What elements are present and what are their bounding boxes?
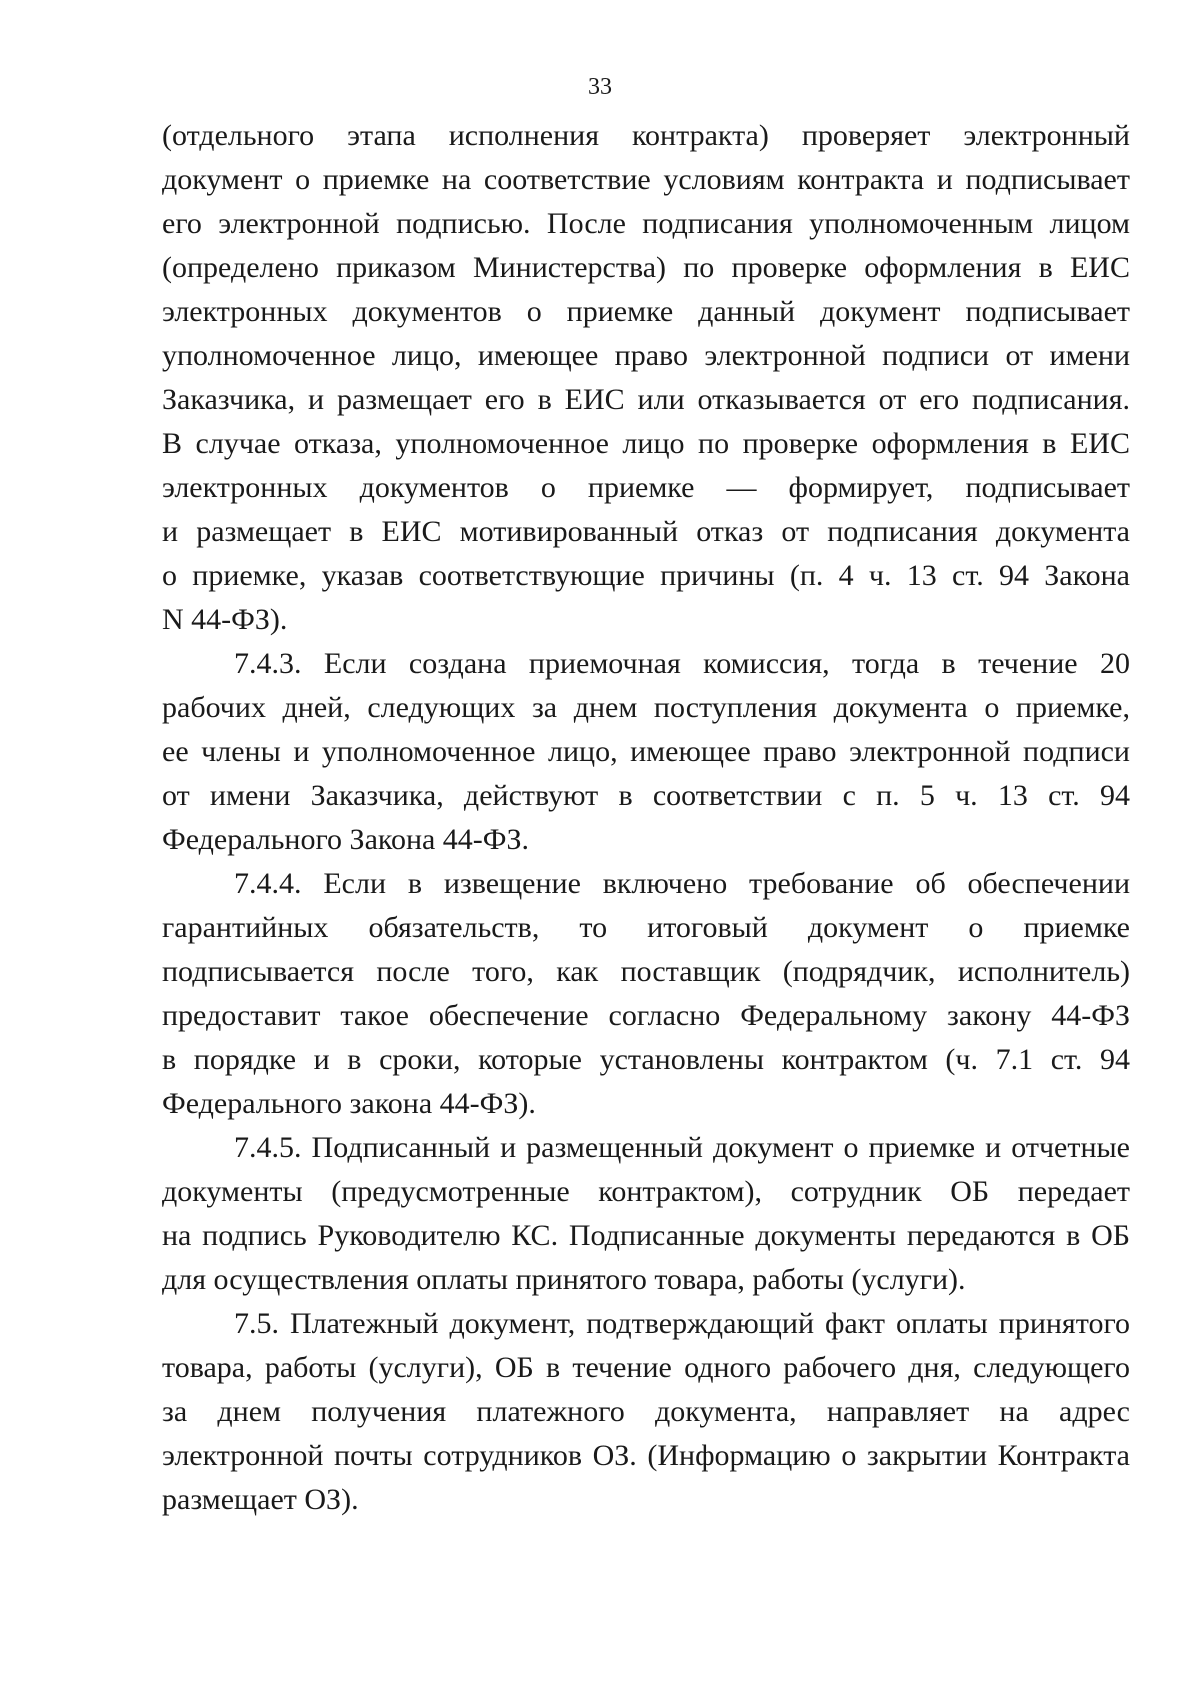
paragraph-7-4-4 xyxy=(162,862,1130,1126)
text-line: (отдельного этапа исполнения контракта) проверяет электронный xyxy=(162,119,1130,152)
text-line: В случае отказа, уполномоченное лицо по проверке оформления в ЕИС xyxy=(162,427,1130,460)
text-line: 7.4.4. Если в извещение включено требование об обеспечении xyxy=(234,867,1130,900)
paragraph-continuation xyxy=(162,114,1130,642)
page-number: 33 xyxy=(588,74,612,100)
text-line: товара, работы (услуги), ОБ в течение одного рабочего дня, следующего xyxy=(162,1351,1130,1384)
document-body xyxy=(162,114,1130,1522)
text-line: подписывается после того, как поставщик (подрядчик, исполнитель) xyxy=(162,955,1130,988)
text-line: ее члены и уполномоченное лицо, имеющее право электронной подписи xyxy=(162,735,1130,768)
text-line: электронных документов о приемке — формирует, подписывает xyxy=(162,471,1130,504)
text-line: 7.4.3. Если создана приемочная комиссия, тогда в течение 20 xyxy=(234,647,1130,680)
text-line: Федерального закона 44-ФЗ). xyxy=(162,1087,536,1120)
text-line: документ о приемке на соответствие условиям контракта и подписывает xyxy=(162,163,1130,196)
text-line: о приемке, указав соответствующие причины (п. 4 ч. 13 ст. 94 Закона xyxy=(162,559,1130,592)
text-line: Федерального Закона 44-ФЗ. xyxy=(162,823,530,856)
text-line: его электронной подписью. После подписания уполномоченным лицом xyxy=(162,207,1130,240)
text-line: электронных документов о приемке данный документ подписывает xyxy=(162,295,1130,328)
paragraph-7-4-3 xyxy=(162,642,1130,862)
text-line: от имени Заказчика, действуют в соответствии с п. 5 ч. 13 ст. 94 xyxy=(162,779,1130,812)
text-line: рабочих дней, следующих за днем поступления документа о приемке, xyxy=(162,691,1130,724)
text-line: электронной почты сотрудников ОЗ. (Информацию о закрытии Контракта xyxy=(162,1439,1130,1472)
text-line: Заказчика, и размещает его в ЕИС или отказывается от его подписания. xyxy=(162,383,1130,416)
text-line: для осуществления оплаты принятого товара, работы (услуги). xyxy=(162,1263,966,1296)
text-line: гарантийных обязательств, то итоговый документ о приемке xyxy=(162,911,1130,944)
text-line: предоставит такое обеспечение согласно Федеральному закону 44-ФЗ xyxy=(162,999,1130,1032)
text-line: (определено приказом Министерства) по проверке оформления в ЕИС xyxy=(162,251,1130,284)
text-line: за днем получения платежного документа, направляет на адрес xyxy=(162,1395,1130,1428)
text-line: 7.5. Платежный документ, подтверждающий факт оплаты принятого xyxy=(234,1307,1130,1340)
text-line: документы (предусмотренные контрактом), сотрудник ОБ передает xyxy=(162,1175,1130,1208)
text-line: и размещает в ЕИС мотивированный отказ от подписания документа xyxy=(162,515,1130,548)
paragraph-7-4-5 xyxy=(162,1126,1130,1302)
paragraph-7-5 xyxy=(162,1302,1130,1522)
text-line: на подпись Руководителю КС. Подписанные документы передаются в ОБ xyxy=(162,1219,1130,1252)
text-line: уполномоченное лицо, имеющее право электронной подписи от имени xyxy=(162,339,1130,372)
text-line: размещает ОЗ). xyxy=(162,1483,359,1516)
text-line: в порядке и в сроки, которые установлены контрактом (ч. 7.1 ст. 94 xyxy=(162,1043,1130,1076)
text-line: 7.4.5. Подписанный и размещенный документ о приемке и отчетные xyxy=(234,1131,1130,1164)
text-line: N 44-ФЗ). xyxy=(162,603,288,636)
